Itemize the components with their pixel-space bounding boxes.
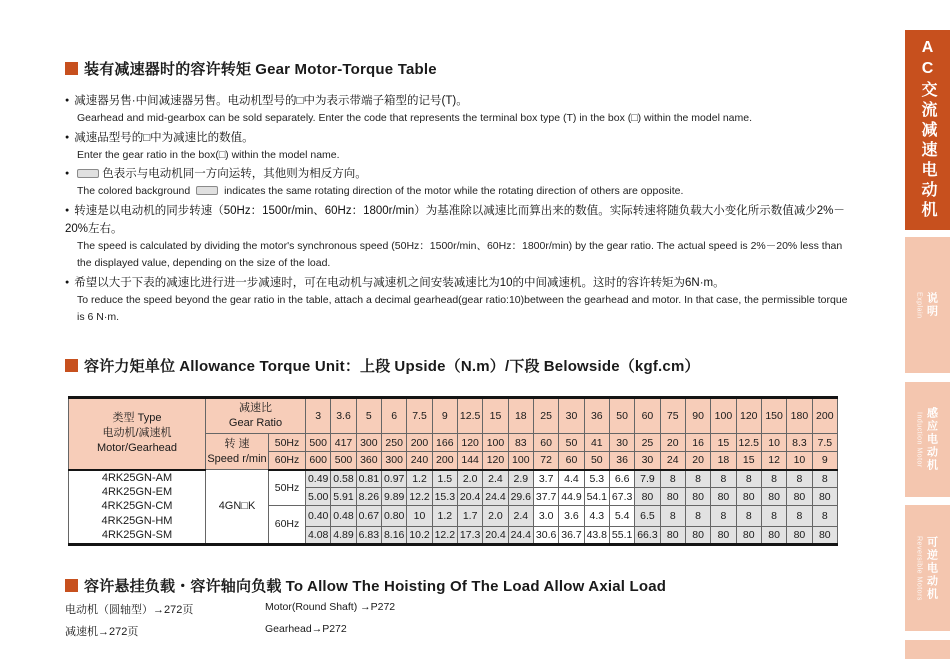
ratio-value-cell: 180	[787, 398, 812, 434]
torque-table-section-title	[65, 58, 437, 79]
torque-value-cell: 80	[761, 488, 786, 506]
torque-value-cell: 5.91	[331, 488, 356, 506]
torque-value-cell: 8	[711, 506, 736, 527]
bullet-item	[65, 129, 857, 165]
section-marker-icon	[65, 62, 78, 75]
bullet-item	[65, 165, 857, 201]
torque-value-cell: 4.08	[306, 526, 331, 544]
torque-value-cell: 0.81	[356, 470, 381, 488]
speed-value-cell: 36	[609, 452, 634, 470]
torque-value-cell: 7.9	[635, 470, 660, 488]
torque-value-cell: 2.9	[508, 470, 533, 488]
bullet-item	[65, 274, 857, 327]
title-zh: 容许力矩单位	[84, 358, 176, 375]
torque-value-cell: 5.4	[609, 506, 634, 527]
motor-models-cell: 4RK25GN-AM 4RK25GN-EM 4RK25GN-CM 4RK25GN-HM 4RK25GN-SM	[69, 470, 206, 545]
bullet-text-zh: ● 希望以大于下表的减速比进行进一步减速时，可在电动机与减速机之间安装减速比为10的中间减速机。这时的容许转矩为6N·m。	[65, 274, 857, 292]
bullet-text-zh: ● 色表示与电动机同一方向运转，其他则为相反方向。	[65, 165, 857, 183]
torque-value-cell: 80	[711, 526, 736, 544]
torque-value-cell: 80	[787, 488, 812, 506]
speed-value-cell: 18	[711, 452, 736, 470]
downside-en: Belowside（kgf.cm）	[543, 358, 700, 375]
torque-value-cell: 12.2	[407, 488, 432, 506]
torque-value-cell: 1.2	[407, 470, 432, 488]
torque-value-cell: 8	[736, 470, 761, 488]
torque-value-cell: 8	[660, 506, 685, 527]
speed-value-cell: 8.3	[787, 434, 812, 452]
torque-value-cell: 8	[761, 470, 786, 488]
speed-value-cell: 41	[584, 434, 609, 452]
speed-value-cell: 20	[660, 434, 685, 452]
torque-value-cell: 5.00	[306, 488, 331, 506]
torque-value-cell: 12.2	[432, 526, 457, 544]
ratio-value-cell: 100	[711, 398, 736, 434]
bullet-text-en: The speed is calculated by dividing the motor's synchronous speed (50Hz：1500r/min、60Hz：1800r/min) by the gear ratio. The actual speed is 2%－20% less than the displayed value, depending on the size of the load.	[77, 239, 843, 269]
torque-value-cell: 80	[736, 526, 761, 544]
torque-value-cell: 0.58	[331, 470, 356, 488]
ratio-value-cell: 5	[356, 398, 381, 434]
ratio-value-cell: 36	[584, 398, 609, 434]
speed-value-cell: 20	[685, 452, 710, 470]
speed-value-cell: 360	[356, 452, 381, 470]
torque-value-cell: 10.2	[407, 526, 432, 544]
speed-value-cell: 10	[761, 434, 786, 452]
torque-value-cell: 80	[635, 488, 660, 506]
torque-value-cell: 67.3	[609, 488, 634, 506]
torque-value-cell: 6.5	[635, 506, 660, 527]
speed-value-cell: 166	[432, 434, 457, 452]
torque-value-cell: 80	[660, 488, 685, 506]
speed-value-cell: 240	[407, 452, 432, 470]
torque-value-cell: 4.3	[584, 506, 609, 527]
ratio-value-cell: 60	[635, 398, 660, 434]
speed-value-cell: 12.5	[736, 434, 761, 452]
sidebar-tab-label: AC交流减速电动机	[919, 39, 936, 221]
ratio-value-cell: 12.5	[457, 398, 482, 434]
ratio-value-cell: 7.5	[407, 398, 432, 434]
bullet-text-en: The colored background indicates the same rotating direction of the motor while the rotating direction of others are opposite.	[77, 185, 684, 197]
torque-value-cell: 1.5	[432, 470, 457, 488]
bullet-text-en: To reduce the speed beyond the gear ratio in the table, attach a decimal gearhead(gear ratio:10)between the gearhead and motor. In that case, the permissible torque is 6 N·m.	[77, 293, 848, 323]
sidebar-tab-partial	[905, 640, 950, 659]
section-marker-icon	[65, 359, 78, 372]
speed-value-cell: 144	[457, 452, 482, 470]
torque-value-cell: 2.0	[457, 470, 482, 488]
page-reference-list	[65, 601, 395, 639]
ratio-value-cell: 6	[382, 398, 407, 434]
torque-value-cell: 80	[812, 526, 837, 544]
sidebar-tab-label-en: Reversible Motors	[915, 535, 923, 601]
sidebar-tab-explain[interactable]	[905, 237, 950, 373]
torque-value-cell: 80	[685, 488, 710, 506]
speed-value-cell: 120	[457, 434, 482, 452]
title-zh: 容许悬挂负载・容许轴向负载	[84, 578, 282, 595]
torque-value-cell: 0.48	[331, 506, 356, 527]
speed-value-cell: 30	[635, 452, 660, 470]
torque-value-cell: 1.7	[457, 506, 482, 527]
sidebar-tab-ac-gear-motors[interactable]	[905, 30, 950, 230]
colon: ：	[344, 358, 361, 375]
torque-value-cell: 0.97	[382, 470, 407, 488]
torque-value-cell: 0.49	[306, 470, 331, 488]
upside-en: Upside（N.m）/	[394, 358, 510, 375]
speed-value-cell: 25	[635, 434, 660, 452]
bullet-text-zh: ● 减速品型号的□中为减速比的数值。	[65, 129, 857, 147]
downside-zh: 下段	[509, 358, 540, 375]
title-en: Gear Motor-Torque Table	[255, 61, 437, 78]
torque-value-cell: 80	[787, 526, 812, 544]
gear-ratio-header-cell: 减速比 Gear Ratio	[206, 398, 306, 434]
speed-value-cell: 100	[483, 434, 508, 452]
torque-value-cell: 80	[761, 526, 786, 544]
speed-value-cell: 500	[331, 452, 356, 470]
torque-value-cell: 1.2	[432, 506, 457, 527]
torque-value-cell: 2.4	[483, 470, 508, 488]
speed-value-cell: 500	[306, 434, 331, 452]
torque-value-cell: 8	[787, 506, 812, 527]
torque-value-cell: 6.6	[609, 470, 634, 488]
hz-label-cell: 60Hz	[269, 452, 306, 470]
bullet-item	[65, 92, 857, 128]
upside-zh: 上段	[360, 358, 391, 375]
speed-value-cell: 83	[508, 434, 533, 452]
torque-value-cell: 0.80	[382, 506, 407, 527]
speed-value-cell: 60	[533, 434, 558, 452]
torque-value-cell: 0.40	[306, 506, 331, 527]
speed-value-cell: 24	[660, 452, 685, 470]
speed-value-cell: 10	[787, 452, 812, 470]
ratio-value-cell: 25	[533, 398, 558, 434]
section-marker-icon	[65, 579, 78, 592]
ratio-value-cell: 18	[508, 398, 533, 434]
speed-value-cell: 120	[483, 452, 508, 470]
title-en: To Allow The Hoisting Of The Load Allow Axial Load	[285, 578, 667, 595]
speed-value-cell: 15	[711, 434, 736, 452]
torque-value-cell: 2.4	[508, 506, 533, 527]
speed-header-cell: 转 速 Speed r/min	[206, 434, 269, 470]
torque-value-cell: 3.6	[559, 506, 584, 527]
torque-value-cell: 80	[736, 488, 761, 506]
sidebar-tab-label-en: Induction Motor	[915, 411, 923, 468]
torque-value-cell: 20.4	[457, 488, 482, 506]
gray-swatch-icon	[77, 169, 99, 178]
title-zh: 装有减速器时的容许转矩	[84, 61, 252, 78]
speed-value-cell: 417	[331, 434, 356, 452]
torque-value-cell: 8	[812, 506, 837, 527]
bullet-text-en: Enter the gear ratio in the box(□) within the model name.	[77, 148, 340, 161]
ratio-value-cell: 150	[761, 398, 786, 434]
torque-value-cell: 54.1	[584, 488, 609, 506]
torque-value-cell: 55.1	[609, 526, 634, 544]
torque-value-cell: 5.3	[584, 470, 609, 488]
ratio-value-cell: 9	[432, 398, 457, 434]
gray-swatch-icon	[196, 186, 218, 195]
torque-value-cell: 66.3	[635, 526, 660, 544]
sidebar-tab-label-en: Explain	[915, 291, 923, 319]
sidebar-tab-reversible-motors[interactable]	[905, 505, 950, 631]
hz-label-cell: 50Hz	[269, 470, 306, 506]
sidebar-tab-label-zh: 说明	[925, 292, 938, 318]
torque-value-cell: 37.7	[533, 488, 558, 506]
ratio-value-cell: 3	[306, 398, 331, 434]
torque-value-cell: 8	[761, 506, 786, 527]
speed-value-cell: 60	[559, 452, 584, 470]
allowance-unit-section-title	[65, 355, 700, 376]
gear-motor-torque-table	[68, 396, 838, 546]
speed-value-cell: 300	[356, 434, 381, 452]
torque-value-cell: 24.4	[508, 526, 533, 544]
hz-label-cell: 50Hz	[269, 434, 306, 452]
motor-ref-en: Motor(Round Shaft) →P272	[265, 601, 396, 613]
torque-value-cell: 8.26	[356, 488, 381, 506]
torque-value-cell: 4.4	[559, 470, 584, 488]
speed-value-cell: 100	[508, 452, 533, 470]
motor-ref-zh: 电动机（圆轴型）→272页	[65, 604, 194, 616]
speed-value-cell: 72	[533, 452, 558, 470]
gearhead-model-cell: 4GN□K	[206, 470, 269, 545]
speed-value-cell: 600	[306, 452, 331, 470]
speed-value-cell: 12	[761, 452, 786, 470]
speed-value-cell: 50	[559, 434, 584, 452]
torque-value-cell: 80	[711, 488, 736, 506]
torque-value-cell: 3.7	[533, 470, 558, 488]
torque-value-cell: 6.83	[356, 526, 381, 544]
speed-value-cell: 50	[584, 452, 609, 470]
ratio-value-cell: 75	[660, 398, 685, 434]
torque-value-cell: 10	[407, 506, 432, 527]
torque-value-cell: 20.4	[483, 526, 508, 544]
torque-value-cell: 80	[685, 526, 710, 544]
speed-value-cell: 300	[382, 452, 407, 470]
torque-value-cell: 3.0	[533, 506, 558, 527]
torque-value-cell: 8	[736, 506, 761, 527]
type-header-cell: 类型 Type 电动机/减速机 Motor/Gearhead	[69, 398, 206, 470]
speed-value-cell: 9	[812, 452, 837, 470]
ratio-value-cell: 200	[812, 398, 837, 434]
speed-value-cell: 7.5	[812, 434, 837, 452]
torque-value-cell: 8	[685, 506, 710, 527]
sidebar-tab-label-zh: 感应电动机	[925, 407, 938, 472]
ratio-value-cell: 15	[483, 398, 508, 434]
torque-value-cell: 8.16	[382, 526, 407, 544]
speed-value-cell: 30	[609, 434, 634, 452]
bullet-text-en: Gearhead and mid-gearbox can be sold separately. Enter the code that represents the terminal box type (T) in the box (□) within the model name.	[77, 112, 753, 124]
torque-value-cell: 9.89	[382, 488, 407, 506]
sidebar-tab-induction-motor[interactable]	[905, 382, 950, 497]
torque-value-cell: 8	[660, 470, 685, 488]
hz-label-cell: 60Hz	[269, 506, 306, 545]
torque-value-cell: 15.3	[432, 488, 457, 506]
torque-value-cell: 2.0	[483, 506, 508, 527]
bullet-list	[65, 92, 857, 328]
speed-value-cell: 16	[685, 434, 710, 452]
gearhead-ref-en: Gearhead→P272	[265, 623, 347, 635]
torque-value-cell: 4.89	[331, 526, 356, 544]
torque-value-cell: 30.6	[533, 526, 558, 544]
bullet-text-zh: ● 转速是以电动机的同步转速（50Hz：1500r/min、60Hz：1800r/min）为基准除以减速比而算出来的数值。实际转速将随负载大小变化所示数值减少2%－20%左右。	[65, 202, 857, 238]
load-section-title	[65, 575, 666, 596]
ratio-value-cell: 50	[609, 398, 634, 434]
bullet-text-zh: ● 减速器另售·中间减速器另售。电动机型号的□中为表示带端子箱型的记号(T)。	[65, 92, 857, 110]
torque-value-cell: 8	[812, 470, 837, 488]
ratio-value-cell: 120	[736, 398, 761, 434]
ratio-value-cell: 3.6	[331, 398, 356, 434]
torque-value-cell: 17.3	[457, 526, 482, 544]
speed-value-cell: 200	[407, 434, 432, 452]
sidebar-tab-label-zh: 可逆电动机	[925, 535, 938, 601]
torque-value-cell: 80	[812, 488, 837, 506]
bullet-item	[65, 202, 857, 273]
torque-value-cell: 80	[660, 526, 685, 544]
title-en: Allowance Torque Unit	[179, 358, 345, 375]
torque-value-cell: 8	[685, 470, 710, 488]
torque-value-cell: 24.4	[483, 488, 508, 506]
torque-value-cell: 43.8	[584, 526, 609, 544]
speed-value-cell: 250	[382, 434, 407, 452]
speed-value-cell: 200	[432, 452, 457, 470]
ratio-value-cell: 90	[685, 398, 710, 434]
torque-value-cell: 44.9	[559, 488, 584, 506]
ratio-value-cell: 30	[559, 398, 584, 434]
torque-value-cell: 8	[711, 470, 736, 488]
gearhead-ref-zh: 减速机→272页	[65, 626, 139, 638]
speed-value-cell: 15	[736, 452, 761, 470]
torque-value-cell: 0.67	[356, 506, 381, 527]
torque-value-cell: 36.7	[559, 526, 584, 544]
torque-value-cell: 8	[787, 470, 812, 488]
torque-value-cell: 29.6	[508, 488, 533, 506]
